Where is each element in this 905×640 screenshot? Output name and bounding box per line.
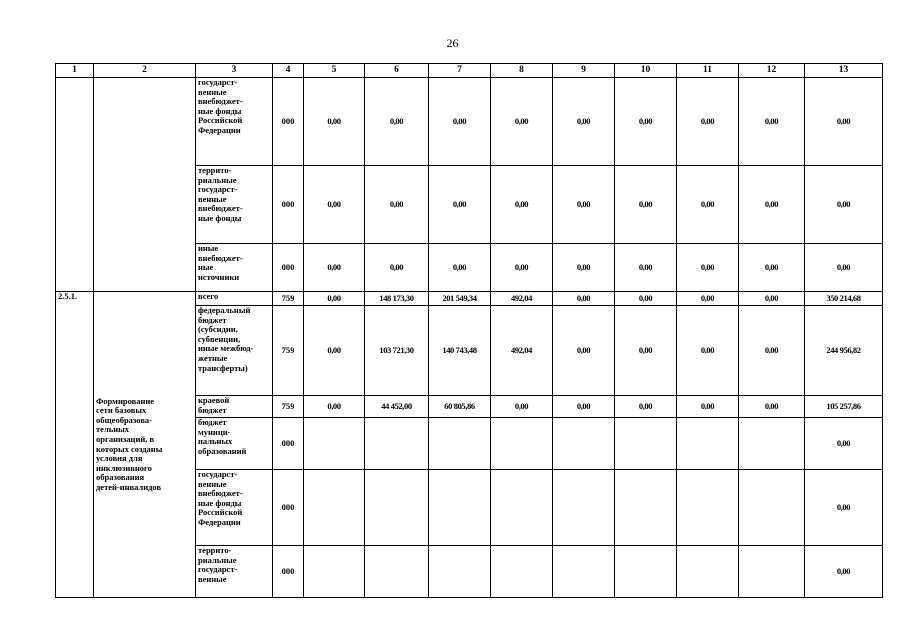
value-cell	[365, 470, 429, 546]
value-cell: 0,00	[805, 78, 883, 166]
admin-code-cell: 759	[273, 292, 304, 306]
value-cell: 0,00	[739, 78, 805, 166]
budget-table	[55, 63, 883, 598]
value-cell	[553, 546, 615, 598]
value-cell: 0,00	[739, 244, 805, 292]
value-cell	[553, 470, 615, 546]
value-cell: 0,00	[739, 306, 805, 396]
value-cell: 0,00	[677, 78, 739, 166]
value-cell	[365, 418, 429, 470]
admin-code-cell: 000	[273, 470, 304, 546]
value-cell: 0,00	[304, 306, 365, 396]
value-cell: 0,00	[805, 418, 883, 470]
value-cell: 0,00	[365, 78, 429, 166]
header-cell: 11	[677, 64, 739, 78]
value-cell: 0,00	[739, 292, 805, 306]
page-number: 26	[446, 36, 459, 50]
value-cell	[304, 470, 365, 546]
header-cell: 13	[805, 64, 883, 78]
value-cell: 0,00	[304, 244, 365, 292]
value-cell: 0,00	[304, 292, 365, 306]
value-cell: 0,00	[304, 396, 365, 418]
value-cell: 350 214,68	[805, 292, 883, 306]
funding-source-cell: государст- венные внебюджет- ные фонды Российской Федерации	[196, 470, 273, 546]
value-cell: 0,00	[553, 306, 615, 396]
value-cell: 0,00	[805, 470, 883, 546]
value-cell: 0,00	[491, 166, 553, 244]
admin-code-cell: 000	[273, 546, 304, 598]
value-cell: 0,00	[677, 396, 739, 418]
item-code-cell	[56, 78, 94, 292]
value-cell: 201 549,34	[429, 292, 491, 306]
item-name-cell	[94, 78, 196, 292]
item-name-cell: Формирование сети базовых общеобразова- тельных организаций, в которых созданы условия для инклюзивного образования детей-инвалидов	[94, 292, 196, 598]
value-cell: 0,00	[615, 306, 677, 396]
value-cell: 60 805,86	[429, 396, 491, 418]
value-cell: 0,00	[429, 78, 491, 166]
value-cell: 0,00	[365, 244, 429, 292]
value-cell: 0,00	[677, 166, 739, 244]
admin-code-cell: 000	[273, 166, 304, 244]
value-cell	[553, 418, 615, 470]
value-cell: 0,00	[615, 166, 677, 244]
value-cell: 0,00	[739, 166, 805, 244]
value-cell: 0,00	[491, 396, 553, 418]
value-cell	[615, 418, 677, 470]
value-cell: 103 721,30	[365, 306, 429, 396]
header-cell: 3	[196, 64, 273, 78]
value-cell: 0,00	[739, 396, 805, 418]
value-cell: 0,00	[365, 166, 429, 244]
value-cell	[429, 470, 491, 546]
value-cell	[304, 546, 365, 598]
funding-source-cell: федеральный бюджет (субсидии, субвенции, иные межбюд- жетные трансферты)	[196, 306, 273, 396]
funding-source-cell: иные внебюджет- ные источники	[196, 244, 273, 292]
value-cell: 0,00	[553, 396, 615, 418]
funding-source-cell: террито- риальные государст- венные внебюджет- ные фонды	[196, 166, 273, 244]
value-cell	[429, 546, 491, 598]
header-cell: 2	[94, 64, 196, 78]
value-cell: 0,00	[677, 244, 739, 292]
value-cell: 0,00	[677, 306, 739, 396]
table-row	[56, 78, 883, 166]
value-cell	[304, 418, 365, 470]
value-cell	[677, 470, 739, 546]
item-code-cell: 2.5.1.	[56, 292, 94, 598]
value-cell: 0,00	[805, 546, 883, 598]
value-cell: 0,00	[429, 166, 491, 244]
admin-code-cell: 000	[273, 78, 304, 166]
header-cell: 12	[739, 64, 805, 78]
value-cell: 0,00	[805, 166, 883, 244]
value-cell	[615, 546, 677, 598]
value-cell: 105 257,86	[805, 396, 883, 418]
table-row	[56, 292, 883, 306]
value-cell: 0,00	[615, 78, 677, 166]
value-cell: 0,00	[429, 244, 491, 292]
value-cell	[739, 546, 805, 598]
value-cell	[491, 546, 553, 598]
value-cell: 0,00	[615, 396, 677, 418]
value-cell: 0,00	[615, 292, 677, 306]
value-cell: 148 173,30	[365, 292, 429, 306]
value-cell: 0,00	[553, 244, 615, 292]
funding-source-cell: бюджет муници- пальных образований	[196, 418, 273, 470]
value-cell	[739, 470, 805, 546]
value-cell: 0,00	[491, 78, 553, 166]
funding-source-cell: всего	[196, 292, 273, 306]
admin-code-cell: 000	[273, 418, 304, 470]
value-cell: 44 452,00	[365, 396, 429, 418]
header-cell: 9	[553, 64, 615, 78]
value-cell	[739, 418, 805, 470]
value-cell: 0,00	[677, 292, 739, 306]
value-cell: 140 743,48	[429, 306, 491, 396]
value-cell: 0,00	[615, 244, 677, 292]
value-cell: 0,00	[304, 78, 365, 166]
header-cell: 1	[56, 64, 94, 78]
value-cell	[615, 470, 677, 546]
header-cell: 10	[615, 64, 677, 78]
value-cell	[365, 546, 429, 598]
funding-source-cell: краевой бюджет	[196, 396, 273, 418]
funding-source-cell: государст- венные внебюджет- ные фонды Российской Федерации	[196, 78, 273, 166]
value-cell: 0,00	[553, 78, 615, 166]
value-cell: 244 956,82	[805, 306, 883, 396]
value-cell: 492,04	[491, 306, 553, 396]
value-cell: 0,00	[491, 244, 553, 292]
header-cell: 8	[491, 64, 553, 78]
value-cell	[677, 546, 739, 598]
value-cell: 0,00	[553, 166, 615, 244]
header-row	[56, 64, 883, 78]
header-cell: 4	[273, 64, 304, 78]
admin-code-cell: 759	[273, 306, 304, 396]
value-cell: 0,00	[805, 244, 883, 292]
value-cell: 0,00	[304, 166, 365, 244]
value-cell: 0,00	[553, 292, 615, 306]
funding-source-cell: террито- риальные государст- венные	[196, 546, 273, 598]
header-cell: 5	[304, 64, 365, 78]
value-cell	[491, 470, 553, 546]
admin-code-cell: 000	[273, 244, 304, 292]
header-cell: 7	[429, 64, 491, 78]
value-cell	[429, 418, 491, 470]
value-cell	[491, 418, 553, 470]
header-cell: 6	[365, 64, 429, 78]
value-cell: 492,04	[491, 292, 553, 306]
value-cell	[677, 418, 739, 470]
admin-code-cell: 759	[273, 396, 304, 418]
